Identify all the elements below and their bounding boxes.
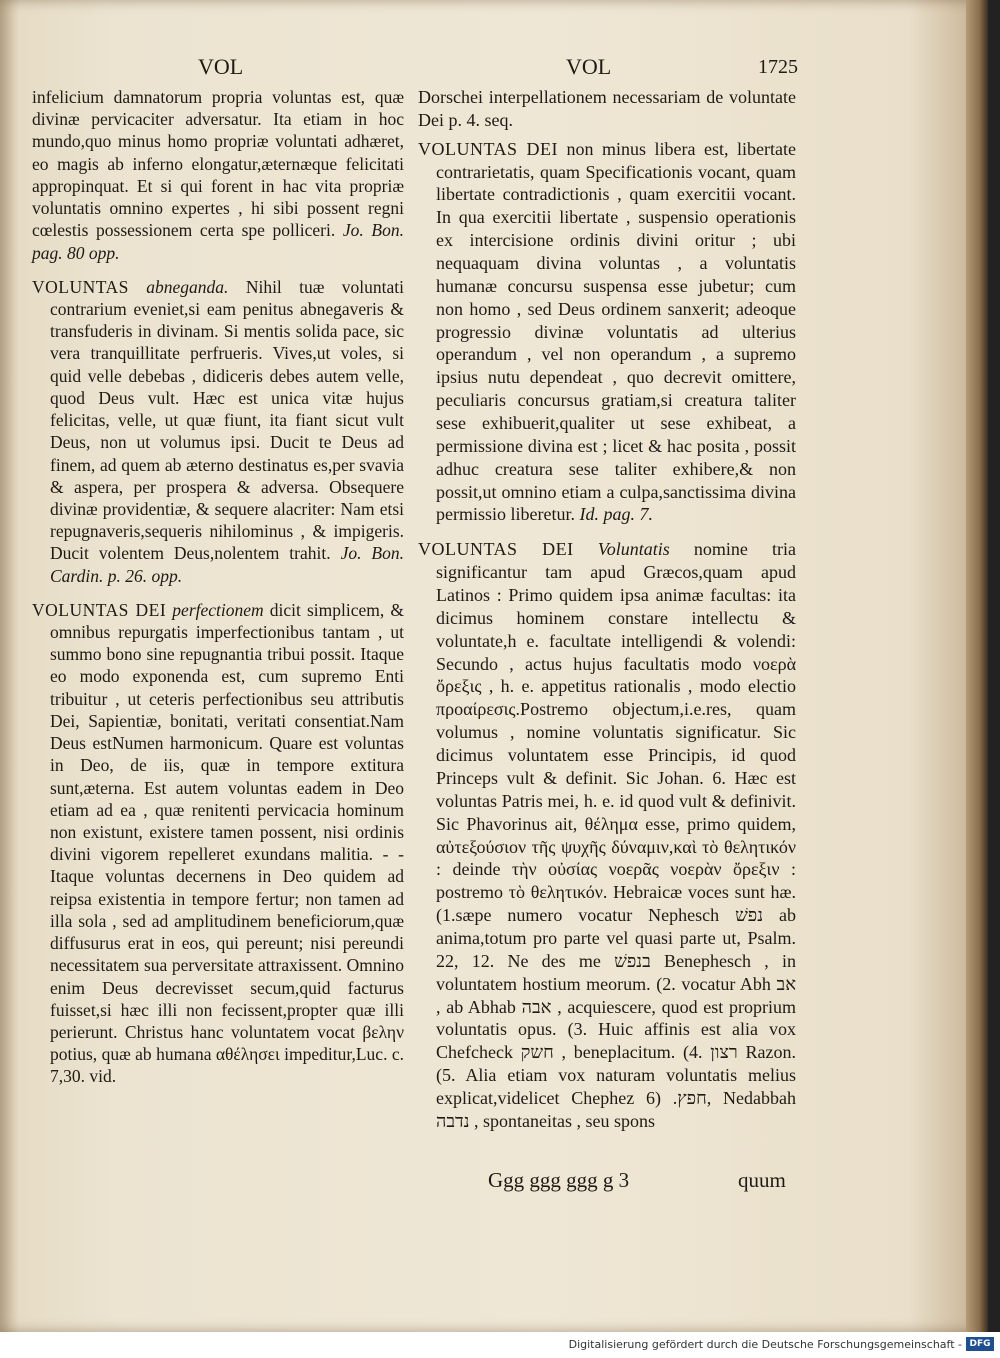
entry-reference: Id. pag. 7. (579, 504, 653, 525)
entry (32, 86, 404, 264)
entry-text: nomine tria significantur tam apud Græcos,quam apud Latinos : Primo quidem ipsa animæ facultas: ita dicimus hominem constare intellectu & voluntate,h e. facultate intelligendi & volendi: Secundo , actus hujus facultatis modo νοερὰ ὄρεξις , h. e. appetitus rationalis , modo electio προαίρεσις.Postremo objectum,i.e.res, quam volumus , nomine voluntatis significatur. Sic dicimus voluntatem esse Principis, id quod Princeps vult & definit. Sic Johan. 6. Hæc est voluntas Patris mei, h. e. id quod vult & definivit. Sic Phavorinus ait, θέλημα esse, primo quidem, αὐτεξούσιον τῆς ψυχῆς δύναμιν,καὶ τὸ θελητικόν : deinde τὴν οὐσίας νοερᾶς νοερὰν ὄρεξιν : postremo τὸ θελητικόν. Hebraicæ voces sunt hæ.(1.sæpe numero vocatur Nephesch נפשׁ ab anima,totum pro parte vel quasi parte ut, Psalm. 22, 12. Ne des me בנפשׁ Benephesch , in voluntatem hostium meorum. (2. vocatur Abh אב , ab Abhab אבה , acquiescere, quod est proprium voluntatis opus. (3. Huic affinis est alia vox Chefcheck חשק , beneplacitum. (4. רצון Razon. (5. Alia etiam vox naturam voluntatis melius explicat,videlicet Chephez חפץ. (6, Nedabbah נדבה , spontaneitas , seu spons (436, 539, 797, 1131)
entry (418, 86, 796, 132)
entry (32, 599, 404, 1088)
left-column (32, 86, 404, 1100)
footer-bar (0, 1332, 1000, 1358)
entry-reference: Jo. Bon. Cardin. p. 26. opp. (50, 543, 404, 586)
entry-text: Dorschei interpellationem necessariam de voluntate Dei p. 4. seq. (418, 87, 796, 130)
entry-text: infelicium damnatorum propria voluntas est, quæ divinæ pervicaciter adversatur. Ita etiam in hoc mundo,quo minus homo propriæ voluntati adhæret, eo magis ab inferno elongatur,æternæque felicitati appropinquat. Et si qui forent in hac vita propriæ voluntatis omnino expertes , hi sibi possent regni cœlestis possessionem certa spe polliceri. (32, 87, 404, 241)
entry (418, 538, 796, 1132)
page-edge (966, 0, 988, 1332)
entry-headword-italic: Voluntatis (597, 539, 670, 560)
catchword: quum (738, 1168, 786, 1192)
entry (418, 138, 796, 527)
entry-text: Nihil tuæ voluntati contrarium eveniet,si eam penitus abnegaveris & transfuderis in divinam. Si mentis solida pace, sic vera tranquillitate perfrueris. Vives,ut voles, si quid velle debebas , didiceris debes autem velle, quod Deus vult. Hæc est unica vitæ hujus felicitas, velle, ut quæ fiunt, ita fiant sicut vult Deus, non ut volumus ipsi. Ducit te Deus ad finem, ad quem ab æterno destinatus es,per svavia & aspera, per prospera & adversa. Obsequere divinæ providentiæ, & sequere alacriter: Nam etsi repugnaveris,sequeris nihilominus , & impigeris. Ducit volentem Deus,nolentem trahit. (50, 276, 405, 564)
running-head-right: VOL (566, 54, 612, 79)
entry-headword: VOLUNTAS DEI (418, 539, 574, 560)
running-head-left: VOL (198, 54, 244, 79)
dfg-logo[interactable]: DFG (966, 1337, 994, 1351)
signature-mark: Ggg ggg ggg g 3 (488, 1168, 630, 1192)
page-number: 1725 (758, 56, 798, 78)
entry-headword-italic: perfectionem (172, 599, 264, 620)
entry-text: dicit simplicem, & omnibus repurgatis imperfectionibus tantam , ut summo bono sine repugnantia tribui possit. Itaque eo modo exponenda est, cum supremo Enti tribuitur , ut ceteris perfectionibus seu attributis Dei, Sapientiæ, bonitati, veritati consentiat.Nam Deus estNumen harmonicum. Quare est voluntas in Deo, de iis, quæ in tempore extitura sunt,æterna. Est autem voluntas eadem in Deo etiam ad ea , quæ renitenti pervicacia hominum non existunt, existere tamen possent, nisi ordinis divini vigorem repelleret exundans malitia. - - Itaque voluntas decernens in Deo quidem ad reipsa existentia in tempore fertur; non tamen ad illa sola , sed ad amplitudinem beneficiorum,quæ diffusurus erat in eos, qui pereunt; nisi pereundi necessitatem sua perversitate attraxissent. Omnino enim Deus decrevisset secum,quid facturus fuisset,si hæc illi non fecissent,propter quæ illi perierunt. Christus hanc voluntatem vocat βελην potius, quæ ab humana αθέλησει impeditur,Luc. c. 7,30. vid. (50, 599, 405, 1087)
entry (32, 276, 404, 587)
entry-text: non minus libera est, libertate contrarietatis, quam Specificationis vocant, quam libertate contradictionis , quam exercitii vocant. In qua exercitii libertate , suspensio operationis ex intercisione ordinis divini oritur ; ubi nequaquam divina voluntas , a voluntatis humanæ concursu suspensa esse jubetur; cum non homo , sed Deus ordinem sanxerit; adeoque progressio divinæ voluntatis ad ulterius operandum , vel non operandum , a supremo ipsius nutu dependeat , quo decrevit omittere, peculiaris concursus gratiam,si creatura taliter sese exhibuerit,qualiter ut sese exhibeat, a permissione divina est ; licet & hac posita , possit adhuc creatura sese taliter exhibere,& non possit,ut omnino etiam a culpa,sanctissima divina permissio liberetur. (436, 138, 796, 525)
entry-reference: Jo. Bon. pag. 80 opp. (32, 220, 404, 263)
right-column (418, 86, 796, 1145)
entry-headword: VOLUNTAS (32, 276, 129, 297)
entry-headword: VOLUNTAS DEI (32, 599, 167, 620)
footer-credit: Digitalisierung gefördert durch die Deutsche Forschungsgemeinschaft - (568, 1338, 962, 1351)
entry-headword-italic: abneganda. (146, 276, 229, 297)
entry-headword: VOLUNTAS DEI (418, 138, 559, 159)
